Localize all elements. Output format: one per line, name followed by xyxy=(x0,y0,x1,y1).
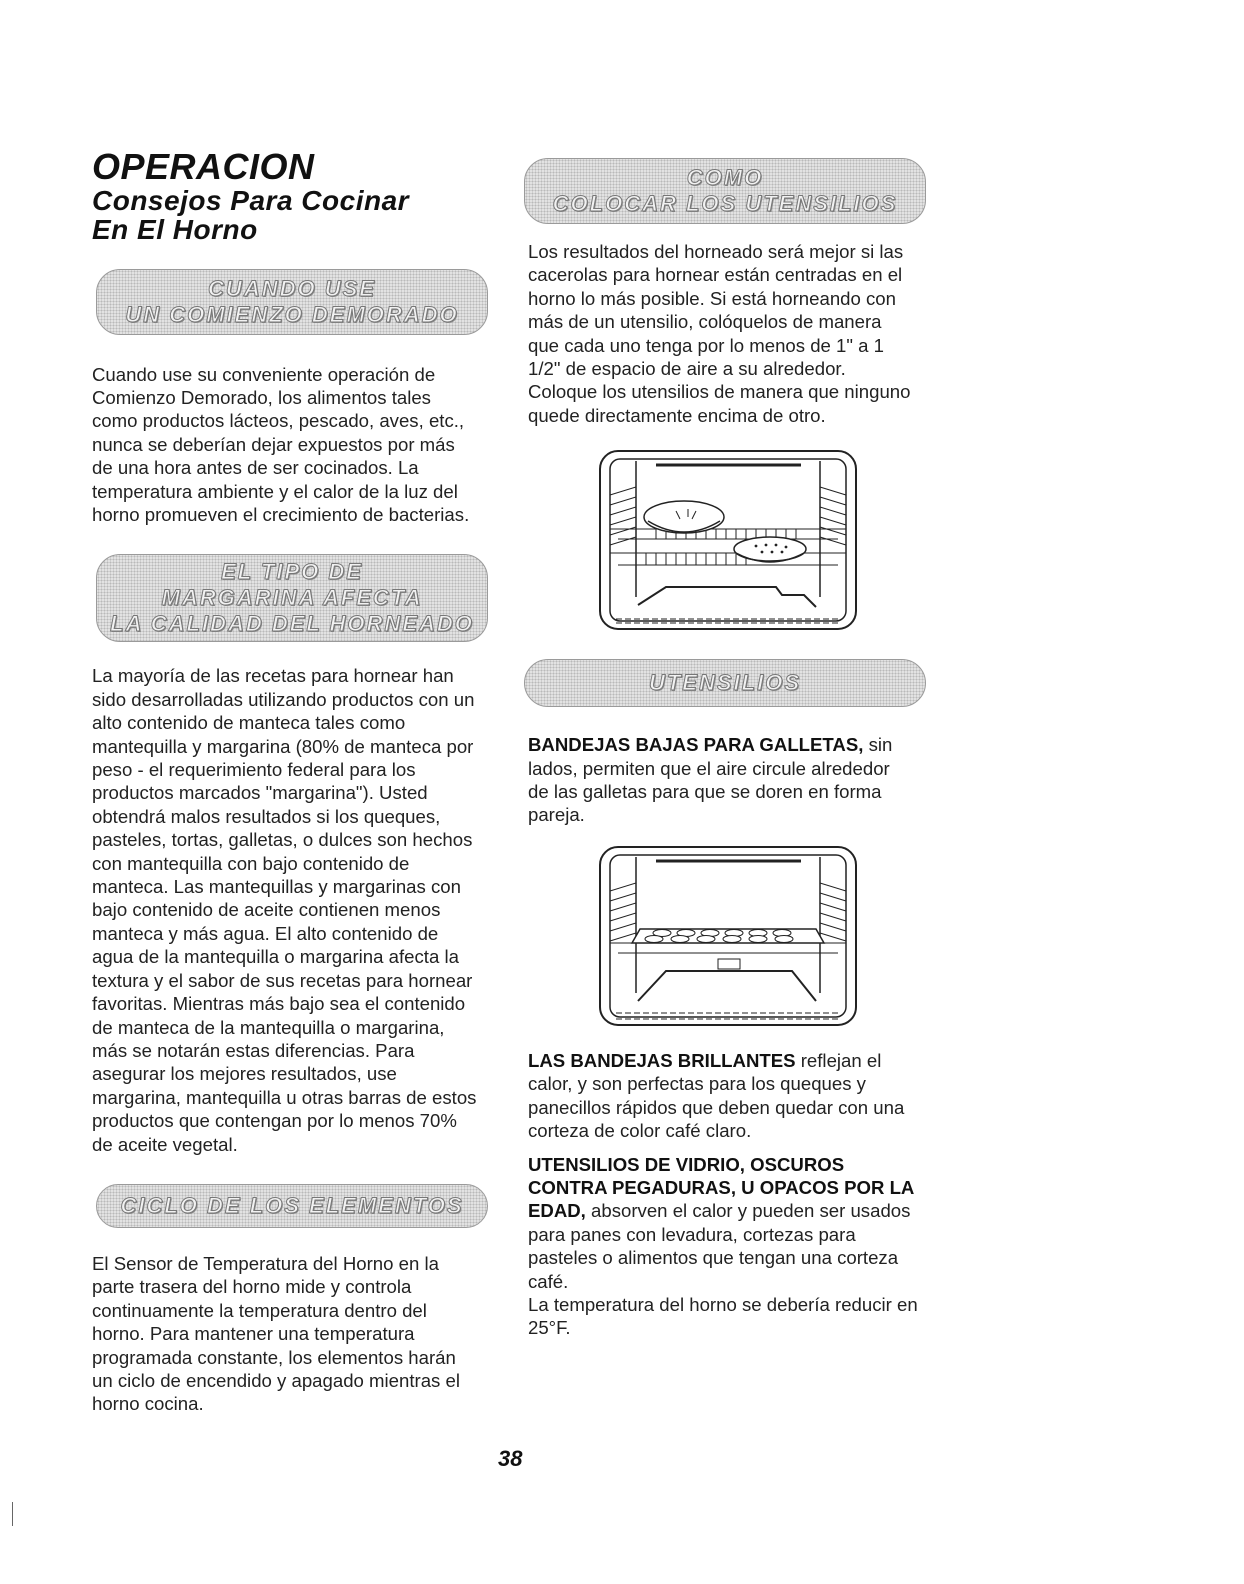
banner-line: CICLO DE LOS ELEMENTOS xyxy=(120,1192,464,1218)
shiny-pans-text: reflejan el calor, y son perfectas para los queques y panecillos rápidos que deben quedar con una corteza de color café claro. xyxy=(528,1049,905,1142)
page-title-line-1: Consejos Para Cocinar xyxy=(92,184,410,216)
banner-margarine xyxy=(96,554,488,642)
oven-two-racks-illustration xyxy=(596,447,860,633)
glass-pans-term: UTENSILIOS DE VIDRIO, OSCUROS CONTRA PEGADURAS, U OPACOS POR LA EDAD, xyxy=(528,1153,914,1222)
temperature-reduction-note: La temperatura del horno se debería reducir en 25°F. xyxy=(528,1293,918,1339)
cookie-sheets-text: sin lados, permiten que el aire circule alrededor de las galletas para que se doren en forma pareja. xyxy=(528,734,893,826)
page-number: 38 xyxy=(498,1446,523,1471)
oven-cookie-sheet-illustration xyxy=(596,843,860,1029)
cookie-sheets-paragraph xyxy=(528,733,912,827)
banner-line: COMO xyxy=(686,165,764,190)
banner-delayed-start xyxy=(96,269,488,335)
shiny-pans-term: LAS BANDEJAS BRILLANTES xyxy=(528,1049,796,1071)
left-column xyxy=(92,148,492,1416)
margarine-paragraph: La mayoría de las recetas para hornear han sido desarrolladas utilizando productos con un alto contenido de manteca tales como mantequilla y margarina (80% de manteca por peso - el requerimiento federal para los productos marcados "margarina"). Usted obtendrá malos resultados si los queques, pasteles, tortas, galletas, o dulces son hechos con mantequilla con bajo contenido de manteca. Las mantequillas y margarinas con bajo contenido de aceite contienen menos manteca y más agua. El alto contenido de agua de la mantequilla o margarina afecta la textura y el sabor de sus recetas para hornear favoritas. Mientras más bajo sea el contenido de manteca de la mantequilla o margarina, más se notarán estas diferencias. Para asegurar los mejores resultados, use margarina, mantequilla u otras barras de estos productos que contengan por lo menos 70% de aceite vegetal. xyxy=(92,665,477,1155)
shiny-pans-paragraph xyxy=(528,1049,918,1143)
banner-line: CUANDO USE xyxy=(208,275,376,301)
margin-mark xyxy=(12,1502,13,1526)
banner-line: UTENSILIOS xyxy=(648,670,801,696)
right-column xyxy=(528,158,928,1340)
banner-line: LA CALIDAD DEL HORNEADO xyxy=(110,611,474,637)
banner-line: UN COMIENZO DEMORADO xyxy=(125,301,459,327)
cookie-sheets-term: BANDEJAS BAJAS PARA GALLETAS, xyxy=(528,734,864,756)
page-title-line-2: En El Horno xyxy=(92,214,258,246)
banner-utensils xyxy=(524,659,926,707)
banner-line: MARGARINA AFECTA xyxy=(161,585,423,611)
section-heading: OPERACION xyxy=(92,146,315,187)
banner-pan-placement xyxy=(524,158,926,224)
glass-pans-paragraph xyxy=(528,1153,918,1293)
banner-line: EL TIPO DE xyxy=(221,559,363,585)
element-cycle-paragraph: El Sensor de Temperatura del Horno en la parte trasera del horno mide y controla continuamente la temperatura dentro del horno. Para mantener una temperatura programada constante, los elementos harán un ciclo de encendido y apagado mientras el horno cocina. xyxy=(92,1252,460,1415)
banner-line: COLOCAR LOS UTENSILIOS xyxy=(552,191,898,216)
delayed-start-paragraph: Cuando use su conveniente operación de Comienzo Demorado, los alimentos tales como productos lácteos, pescado, aves, etc., nunca se deberían dejar expuestos por más de una hora antes de ser cocinados. La temperatura ambiente y el calor de la luz del horno promueven el crecimiento de bacterias. xyxy=(92,363,470,526)
pan-placement-paragraph: Los resultados del horneado será mejor si las cacerolas para hornear están centradas en el horno lo más posible. Si está horneando con más de un utensilio, colóquelos de manera que cada uno tenga por lo menos de 1" a 1 1/2" de espacio de aire a su alrededor. Coloque los utensilios de manera que ninguno quede directamente encima de otro. xyxy=(528,241,911,426)
glass-pans-text: absorven el calor y pueden ser usados para panes con levadura, cortezas para pasteles o alimentos que tengan una corteza café. xyxy=(528,1200,911,1292)
banner-element-cycle xyxy=(96,1184,488,1228)
